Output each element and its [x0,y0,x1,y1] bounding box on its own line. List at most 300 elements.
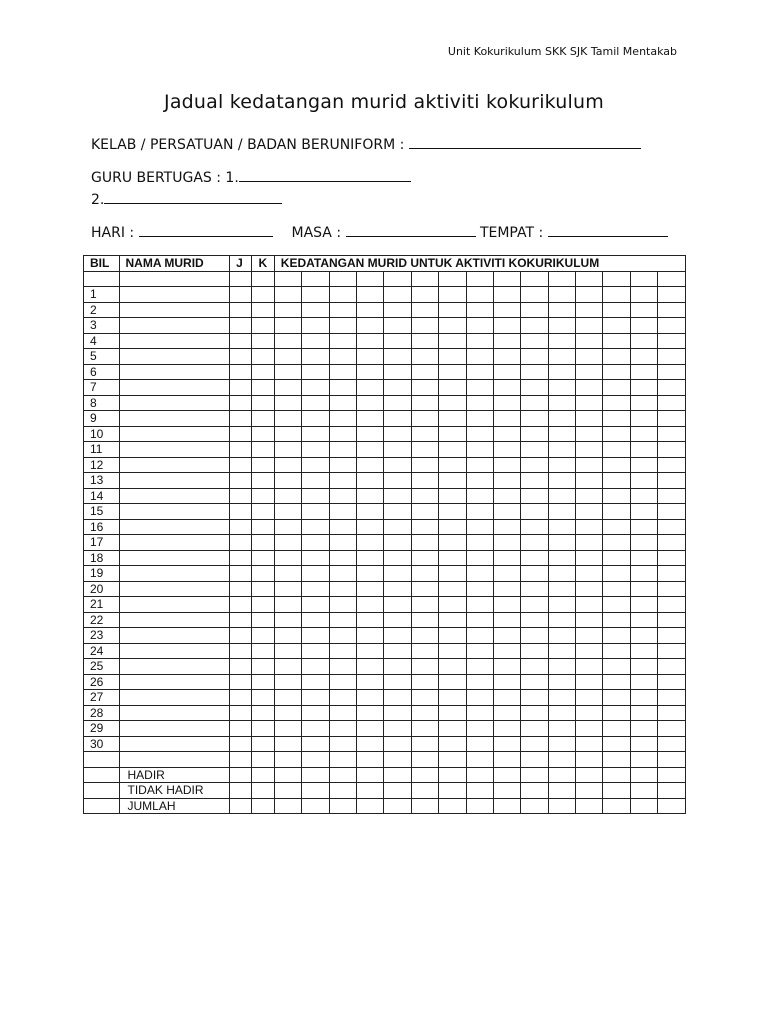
attendance-cell[interactable] [521,674,548,690]
k-cell[interactable] [252,612,274,628]
attendance-cell[interactable] [466,581,493,597]
attendance-cell[interactable] [411,364,438,380]
attendance-cell[interactable] [548,411,575,427]
k-cell[interactable] [252,411,274,427]
attendance-cell[interactable] [356,612,383,628]
attendance-cell[interactable] [356,302,383,318]
attendance-cell[interactable] [630,426,657,442]
attendance-cell[interactable] [411,535,438,551]
j-cell[interactable] [230,705,252,721]
attendance-cell[interactable] [466,457,493,473]
attendance-cell[interactable] [630,767,657,783]
attendance-cell[interactable] [658,752,686,768]
attendance-cell[interactable] [274,674,301,690]
attendance-cell[interactable] [466,628,493,644]
nama-cell[interactable] [119,473,230,489]
attendance-cell[interactable] [603,581,630,597]
attendance-cell[interactable] [658,504,686,520]
attendance-cell[interactable] [329,519,356,535]
attendance-cell[interactable] [493,690,520,706]
attendance-cell[interactable] [521,333,548,349]
attendance-cell[interactable] [493,535,520,551]
k-cell[interactable] [252,721,274,737]
attendance-cell[interactable] [548,612,575,628]
attendance-cell[interactable] [329,535,356,551]
attendance-cell[interactable] [356,349,383,365]
attendance-cell[interactable] [658,659,686,675]
attendance-cell[interactable] [329,705,356,721]
attendance-cell[interactable] [576,473,603,489]
attendance-cell[interactable] [356,690,383,706]
attendance-cell[interactable] [439,271,466,287]
attendance-cell[interactable] [329,643,356,659]
attendance-cell[interactable] [658,395,686,411]
attendance-cell[interactable] [356,674,383,690]
attendance-cell[interactable] [302,705,329,721]
attendance-cell[interactable] [274,442,301,458]
attendance-cell[interactable] [356,333,383,349]
j-cell[interactable] [230,736,252,752]
attendance-cell[interactable] [658,783,686,799]
nama-cell[interactable] [119,721,230,737]
attendance-cell[interactable] [548,271,575,287]
attendance-cell[interactable] [466,659,493,675]
attendance-cell[interactable] [658,674,686,690]
attendance-cell[interactable] [576,550,603,566]
attendance-cell[interactable] [466,349,493,365]
attendance-cell[interactable] [658,798,686,814]
attendance-cell[interactable] [439,442,466,458]
attendance-cell[interactable] [466,302,493,318]
attendance-cell[interactable] [356,566,383,582]
attendance-cell[interactable] [384,380,411,396]
nama-cell[interactable] [119,550,230,566]
attendance-cell[interactable] [384,411,411,427]
attendance-cell[interactable] [493,380,520,396]
attendance-cell[interactable] [302,318,329,334]
attendance-cell[interactable] [521,271,548,287]
attendance-cell[interactable] [274,519,301,535]
attendance-cell[interactable] [384,349,411,365]
attendance-cell[interactable] [576,674,603,690]
attendance-cell[interactable] [356,287,383,303]
j-cell[interactable] [230,690,252,706]
attendance-cell[interactable] [548,519,575,535]
attendance-cell[interactable] [548,457,575,473]
attendance-cell[interactable] [439,488,466,504]
attendance-cell[interactable] [576,333,603,349]
attendance-cell[interactable] [466,752,493,768]
attendance-cell[interactable] [658,349,686,365]
attendance-cell[interactable] [548,581,575,597]
attendance-cell[interactable] [439,411,466,427]
attendance-cell[interactable] [411,721,438,737]
attendance-cell[interactable] [576,271,603,287]
attendance-cell[interactable] [356,519,383,535]
k-cell[interactable] [252,705,274,721]
attendance-cell[interactable] [302,488,329,504]
k-cell[interactable] [252,581,274,597]
attendance-cell[interactable] [658,705,686,721]
attendance-cell[interactable] [658,767,686,783]
attendance-cell[interactable] [603,442,630,458]
nama-cell[interactable] [119,395,230,411]
attendance-cell[interactable] [521,628,548,644]
j-cell[interactable] [230,612,252,628]
attendance-cell[interactable] [466,318,493,334]
attendance-cell[interactable] [384,643,411,659]
attendance-cell[interactable] [493,612,520,628]
attendance-cell[interactable] [603,488,630,504]
attendance-cell[interactable] [302,271,329,287]
j-cell[interactable] [230,411,252,427]
attendance-cell[interactable] [521,426,548,442]
attendance-cell[interactable] [439,333,466,349]
k-cell[interactable] [252,752,274,768]
attendance-cell[interactable] [548,442,575,458]
attendance-cell[interactable] [329,550,356,566]
attendance-cell[interactable] [603,457,630,473]
attendance-cell[interactable] [658,581,686,597]
k-cell[interactable] [252,597,274,613]
nama-cell[interactable] [119,364,230,380]
attendance-cell[interactable] [493,581,520,597]
attendance-cell[interactable] [603,535,630,551]
attendance-cell[interactable] [576,597,603,613]
attendance-cell[interactable] [329,426,356,442]
attendance-cell[interactable] [356,535,383,551]
attendance-cell[interactable] [302,736,329,752]
j-cell[interactable] [230,473,252,489]
attendance-cell[interactable] [521,535,548,551]
attendance-cell[interactable] [274,581,301,597]
j-cell[interactable] [230,426,252,442]
attendance-cell[interactable] [274,690,301,706]
attendance-cell[interactable] [384,473,411,489]
attendance-cell[interactable] [274,798,301,814]
attendance-cell[interactable] [274,535,301,551]
attendance-cell[interactable] [384,395,411,411]
attendance-cell[interactable] [658,380,686,396]
attendance-cell[interactable] [274,287,301,303]
attendance-cell[interactable] [493,271,520,287]
attendance-cell[interactable] [384,612,411,628]
attendance-cell[interactable] [603,380,630,396]
attendance-cell[interactable] [493,411,520,427]
attendance-cell[interactable] [630,333,657,349]
attendance-cell[interactable] [356,767,383,783]
attendance-cell[interactable] [548,333,575,349]
attendance-cell[interactable] [302,504,329,520]
attendance-cell[interactable] [466,736,493,752]
attendance-cell[interactable] [329,488,356,504]
attendance-cell[interactable] [576,566,603,582]
attendance-cell[interactable] [658,643,686,659]
nama-cell[interactable] [119,380,230,396]
attendance-cell[interactable] [630,721,657,737]
attendance-cell[interactable] [548,504,575,520]
attendance-cell[interactable] [548,488,575,504]
attendance-cell[interactable] [521,783,548,799]
attendance-cell[interactable] [466,566,493,582]
k-cell[interactable] [252,318,274,334]
attendance-cell[interactable] [521,659,548,675]
attendance-cell[interactable] [411,798,438,814]
j-cell[interactable] [230,504,252,520]
k-cell[interactable] [252,535,274,551]
k-cell[interactable] [252,550,274,566]
attendance-cell[interactable] [658,333,686,349]
k-cell[interactable] [252,690,274,706]
j-cell[interactable] [230,721,252,737]
attendance-cell[interactable] [302,333,329,349]
attendance-cell[interactable] [521,411,548,427]
attendance-cell[interactable] [658,287,686,303]
attendance-cell[interactable] [274,628,301,644]
attendance-cell[interactable] [466,535,493,551]
attendance-cell[interactable] [521,721,548,737]
j-cell[interactable] [230,752,252,768]
attendance-cell[interactable] [329,395,356,411]
k-cell[interactable] [252,488,274,504]
attendance-cell[interactable] [521,752,548,768]
attendance-cell[interactable] [274,380,301,396]
nama-cell[interactable] [119,690,230,706]
attendance-cell[interactable] [630,612,657,628]
attendance-cell[interactable] [356,318,383,334]
attendance-cell[interactable] [576,287,603,303]
attendance-cell[interactable] [548,674,575,690]
attendance-cell[interactable] [630,411,657,427]
attendance-cell[interactable] [466,395,493,411]
attendance-cell[interactable] [439,597,466,613]
masa-blank[interactable] [346,222,476,237]
attendance-cell[interactable] [521,364,548,380]
attendance-cell[interactable] [384,442,411,458]
attendance-cell[interactable] [493,705,520,721]
attendance-cell[interactable] [630,690,657,706]
nama-cell[interactable] [119,659,230,675]
hari-blank[interactable] [139,222,273,237]
attendance-cell[interactable] [603,566,630,582]
attendance-cell[interactable] [439,426,466,442]
attendance-cell[interactable] [466,473,493,489]
attendance-cell[interactable] [302,380,329,396]
nama-cell[interactable] [119,411,230,427]
attendance-cell[interactable] [356,705,383,721]
attendance-cell[interactable] [576,752,603,768]
attendance-cell[interactable] [521,504,548,520]
attendance-cell[interactable] [521,519,548,535]
attendance-cell[interactable] [329,333,356,349]
k-cell[interactable] [252,302,274,318]
nama-cell[interactable] [119,535,230,551]
j-cell[interactable] [230,395,252,411]
attendance-cell[interactable] [384,674,411,690]
attendance-cell[interactable] [576,783,603,799]
attendance-cell[interactable] [548,426,575,442]
attendance-cell[interactable] [658,628,686,644]
attendance-cell[interactable] [493,783,520,799]
attendance-cell[interactable] [521,690,548,706]
attendance-cell[interactable] [411,519,438,535]
attendance-cell[interactable] [384,783,411,799]
attendance-cell[interactable] [329,659,356,675]
attendance-cell[interactable] [329,612,356,628]
attendance-cell[interactable] [493,318,520,334]
attendance-cell[interactable] [576,581,603,597]
attendance-cell[interactable] [466,783,493,799]
attendance-cell[interactable] [274,752,301,768]
guru-1-blank[interactable] [239,167,411,182]
attendance-cell[interactable] [329,302,356,318]
attendance-cell[interactable] [329,736,356,752]
attendance-cell[interactable] [548,690,575,706]
attendance-cell[interactable] [548,628,575,644]
attendance-cell[interactable] [493,504,520,520]
attendance-cell[interactable] [630,302,657,318]
k-cell[interactable] [252,349,274,365]
attendance-cell[interactable] [439,457,466,473]
attendance-cell[interactable] [466,612,493,628]
attendance-cell[interactable] [630,643,657,659]
attendance-cell[interactable] [630,457,657,473]
j-cell[interactable] [230,767,252,783]
attendance-cell[interactable] [466,550,493,566]
nama-cell[interactable] [119,488,230,504]
attendance-cell[interactable] [302,752,329,768]
attendance-cell[interactable] [548,318,575,334]
attendance-cell[interactable] [466,643,493,659]
attendance-cell[interactable] [521,318,548,334]
attendance-cell[interactable] [356,721,383,737]
k-cell[interactable] [252,380,274,396]
attendance-cell[interactable] [493,798,520,814]
k-cell[interactable] [252,426,274,442]
attendance-cell[interactable] [630,271,657,287]
attendance-cell[interactable] [630,380,657,396]
attendance-cell[interactable] [548,736,575,752]
attendance-cell[interactable] [356,473,383,489]
attendance-cell[interactable] [439,287,466,303]
k-cell[interactable] [252,674,274,690]
attendance-cell[interactable] [466,426,493,442]
attendance-cell[interactable] [658,302,686,318]
j-cell[interactable] [230,302,252,318]
attendance-cell[interactable] [603,767,630,783]
attendance-cell[interactable] [466,411,493,427]
attendance-cell[interactable] [329,411,356,427]
attendance-cell[interactable] [384,364,411,380]
attendance-cell[interactable] [411,488,438,504]
attendance-cell[interactable] [493,566,520,582]
j-cell[interactable] [230,798,252,814]
attendance-cell[interactable] [302,535,329,551]
attendance-cell[interactable] [329,442,356,458]
attendance-cell[interactable] [384,318,411,334]
attendance-cell[interactable] [274,318,301,334]
attendance-cell[interactable] [384,333,411,349]
attendance-cell[interactable] [274,597,301,613]
attendance-cell[interactable] [302,674,329,690]
attendance-cell[interactable] [302,550,329,566]
attendance-cell[interactable] [302,349,329,365]
attendance-cell[interactable] [439,395,466,411]
nama-cell[interactable] [119,302,230,318]
attendance-cell[interactable] [658,566,686,582]
attendance-cell[interactable] [356,550,383,566]
attendance-cell[interactable] [521,380,548,396]
attendance-cell[interactable] [329,349,356,365]
attendance-cell[interactable] [658,473,686,489]
attendance-cell[interactable] [356,271,383,287]
attendance-cell[interactable] [411,271,438,287]
attendance-cell[interactable] [329,752,356,768]
attendance-cell[interactable] [493,426,520,442]
attendance-cell[interactable] [439,504,466,520]
attendance-cell[interactable] [630,349,657,365]
attendance-cell[interactable] [548,364,575,380]
attendance-cell[interactable] [302,287,329,303]
attendance-cell[interactable] [384,581,411,597]
attendance-cell[interactable] [576,612,603,628]
attendance-cell[interactable] [329,783,356,799]
attendance-cell[interactable] [439,736,466,752]
attendance-cell[interactable] [630,504,657,520]
k-cell[interactable] [252,767,274,783]
attendance-cell[interactable] [630,535,657,551]
attendance-cell[interactable] [439,674,466,690]
attendance-cell[interactable] [466,442,493,458]
attendance-cell[interactable] [658,736,686,752]
attendance-cell[interactable] [439,318,466,334]
attendance-cell[interactable] [548,287,575,303]
attendance-cell[interactable] [329,504,356,520]
attendance-cell[interactable] [439,721,466,737]
attendance-cell[interactable] [356,628,383,644]
attendance-cell[interactable] [356,426,383,442]
attendance-cell[interactable] [439,349,466,365]
attendance-cell[interactable] [384,597,411,613]
attendance-cell[interactable] [548,566,575,582]
attendance-cell[interactable] [576,736,603,752]
attendance-cell[interactable] [521,473,548,489]
k-cell[interactable] [252,473,274,489]
attendance-cell[interactable] [274,767,301,783]
attendance-cell[interactable] [493,752,520,768]
attendance-cell[interactable] [329,364,356,380]
attendance-cell[interactable] [548,550,575,566]
attendance-cell[interactable] [493,473,520,489]
attendance-cell[interactable] [274,721,301,737]
attendance-cell[interactable] [548,659,575,675]
j-cell[interactable] [230,287,252,303]
attendance-cell[interactable] [603,271,630,287]
nama-cell[interactable] [119,442,230,458]
attendance-cell[interactable] [576,767,603,783]
attendance-cell[interactable] [356,364,383,380]
k-cell[interactable] [252,566,274,582]
attendance-cell[interactable] [466,488,493,504]
attendance-cell[interactable] [439,550,466,566]
attendance-cell[interactable] [274,473,301,489]
attendance-cell[interactable] [603,659,630,675]
nama-cell[interactable] [119,674,230,690]
k-cell[interactable] [252,504,274,520]
attendance-cell[interactable] [411,442,438,458]
attendance-cell[interactable] [274,349,301,365]
attendance-cell[interactable] [630,318,657,334]
